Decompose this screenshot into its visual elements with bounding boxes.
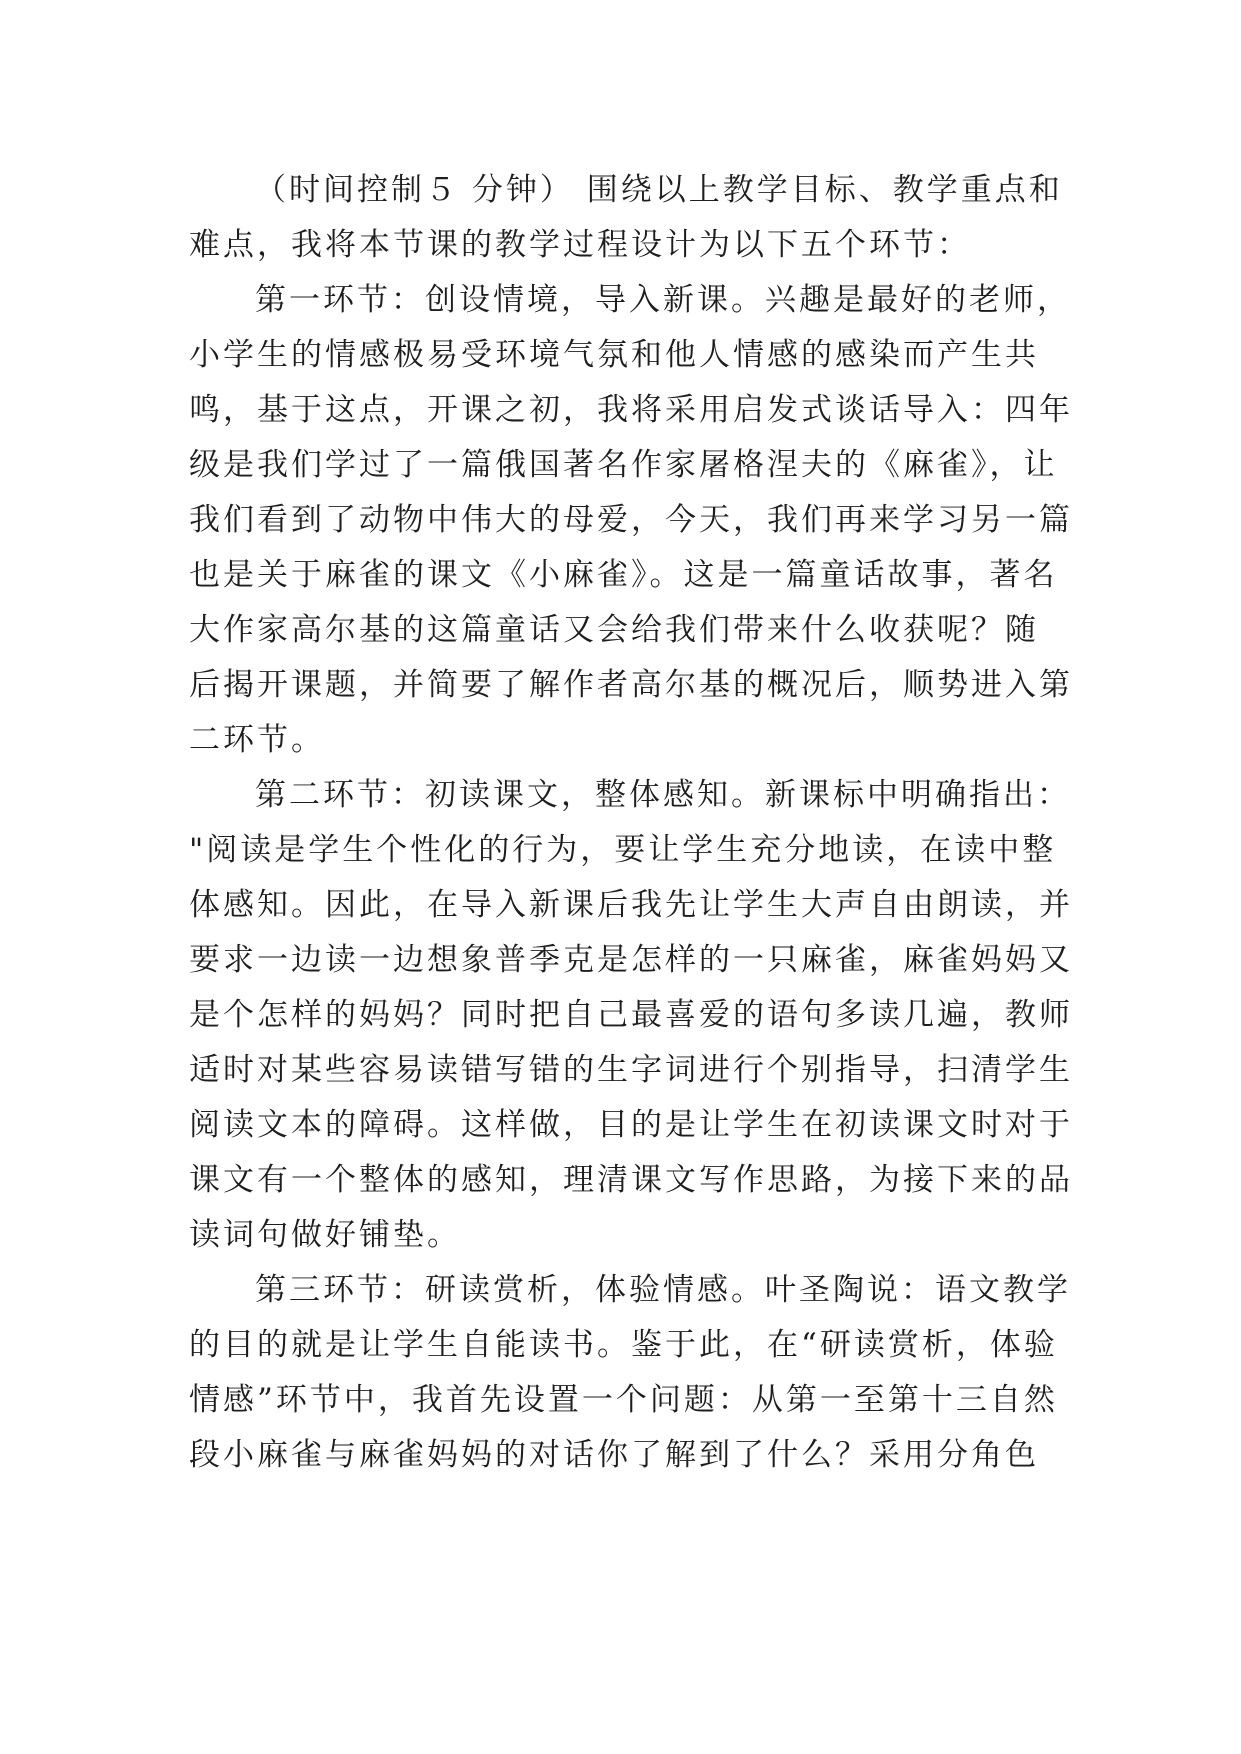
text-line: 阅读文本的障碍。这样做，目的是让学生在初读课文时对于 <box>189 1107 1073 1143</box>
text-line: 第一环节：创设情境，导入新课。兴趣是最好的老师， <box>255 282 1071 318</box>
text-line: 体感知。因此，在导入新课后我先让学生大声自由朗读，并 <box>189 887 1073 923</box>
text-line: （时间控制５ 分钟） 围绕以上教学目标、教学重点和 <box>255 172 1063 208</box>
text-line: 的目的就是让学生自能读书。鉴于此，在“研读赏析，体验 <box>189 1327 1058 1363</box>
text-line: 二环节。 <box>189 722 325 758</box>
paragraph <box>189 273 1073 768</box>
document-body <box>189 163 1073 1483</box>
text-line: 第三环节：研读赏析，体验情感。叶圣陶说：语文教学 <box>255 1272 1071 1308</box>
text-line: 级是我们学过了一篇俄国著名作家屠格涅夫的《麻雀》，让 <box>189 447 1058 483</box>
text-line: 读词句做好铺垫。 <box>189 1217 461 1253</box>
text-line: 第二环节：初读课文，整体感知。新课标中明确指出： <box>255 777 1071 813</box>
text-line: "阅读是学生个性化的行为，要让学生充分地读，在读中整 <box>189 832 1057 868</box>
text-line: 难点，我将本节课的教学过程设计为以下五个环节： <box>189 227 971 263</box>
text-line: 课文有一个整体的感知，理清课文写作思路，为接下来的品 <box>189 1162 1073 1198</box>
text-line: 段小麻雀与麻雀妈妈的对话你了解到了什么？采用分角色 <box>189 1437 1039 1473</box>
text-line: 情感”环节中，我首先设置一个问题：从第一至第十三自然 <box>189 1382 1058 1418</box>
text-line: 后揭开课题，并简要了解作者高尔基的概况后，顺势进入第 <box>189 667 1073 703</box>
text-line: 小学生的情感极易受环境气氛和他人情感的感染而产生共 <box>189 337 1039 373</box>
text-line: 鸣，基于这点，开课之初，我将采用启发式谈话导入：四年 <box>189 392 1073 428</box>
text-line: 我们看到了动物中伟大的母爱，今天，我们再来学习另一篇 <box>189 502 1073 538</box>
text-line: 也是关于麻雀的课文《小麻雀》。这是一篇童话故事，著名 <box>189 557 1058 593</box>
text-line: 大作家高尔基的这篇童话又会给我们带来什么收获呢？随 <box>189 612 1039 648</box>
text-line: 适时对某些容易读错写错的生字词进行个别指导，扫清学生 <box>189 1052 1073 1088</box>
paragraph <box>189 768 1073 1263</box>
paragraph <box>189 163 1063 273</box>
text-line: 要求一边读一边想象普季克是怎样的一只麻雀，麻雀妈妈又 <box>189 942 1073 978</box>
paragraph <box>189 1263 1071 1483</box>
text-line: 是个怎样的妈妈？同时把自己最喜爱的语句多读几遍，教师 <box>189 997 1073 1033</box>
